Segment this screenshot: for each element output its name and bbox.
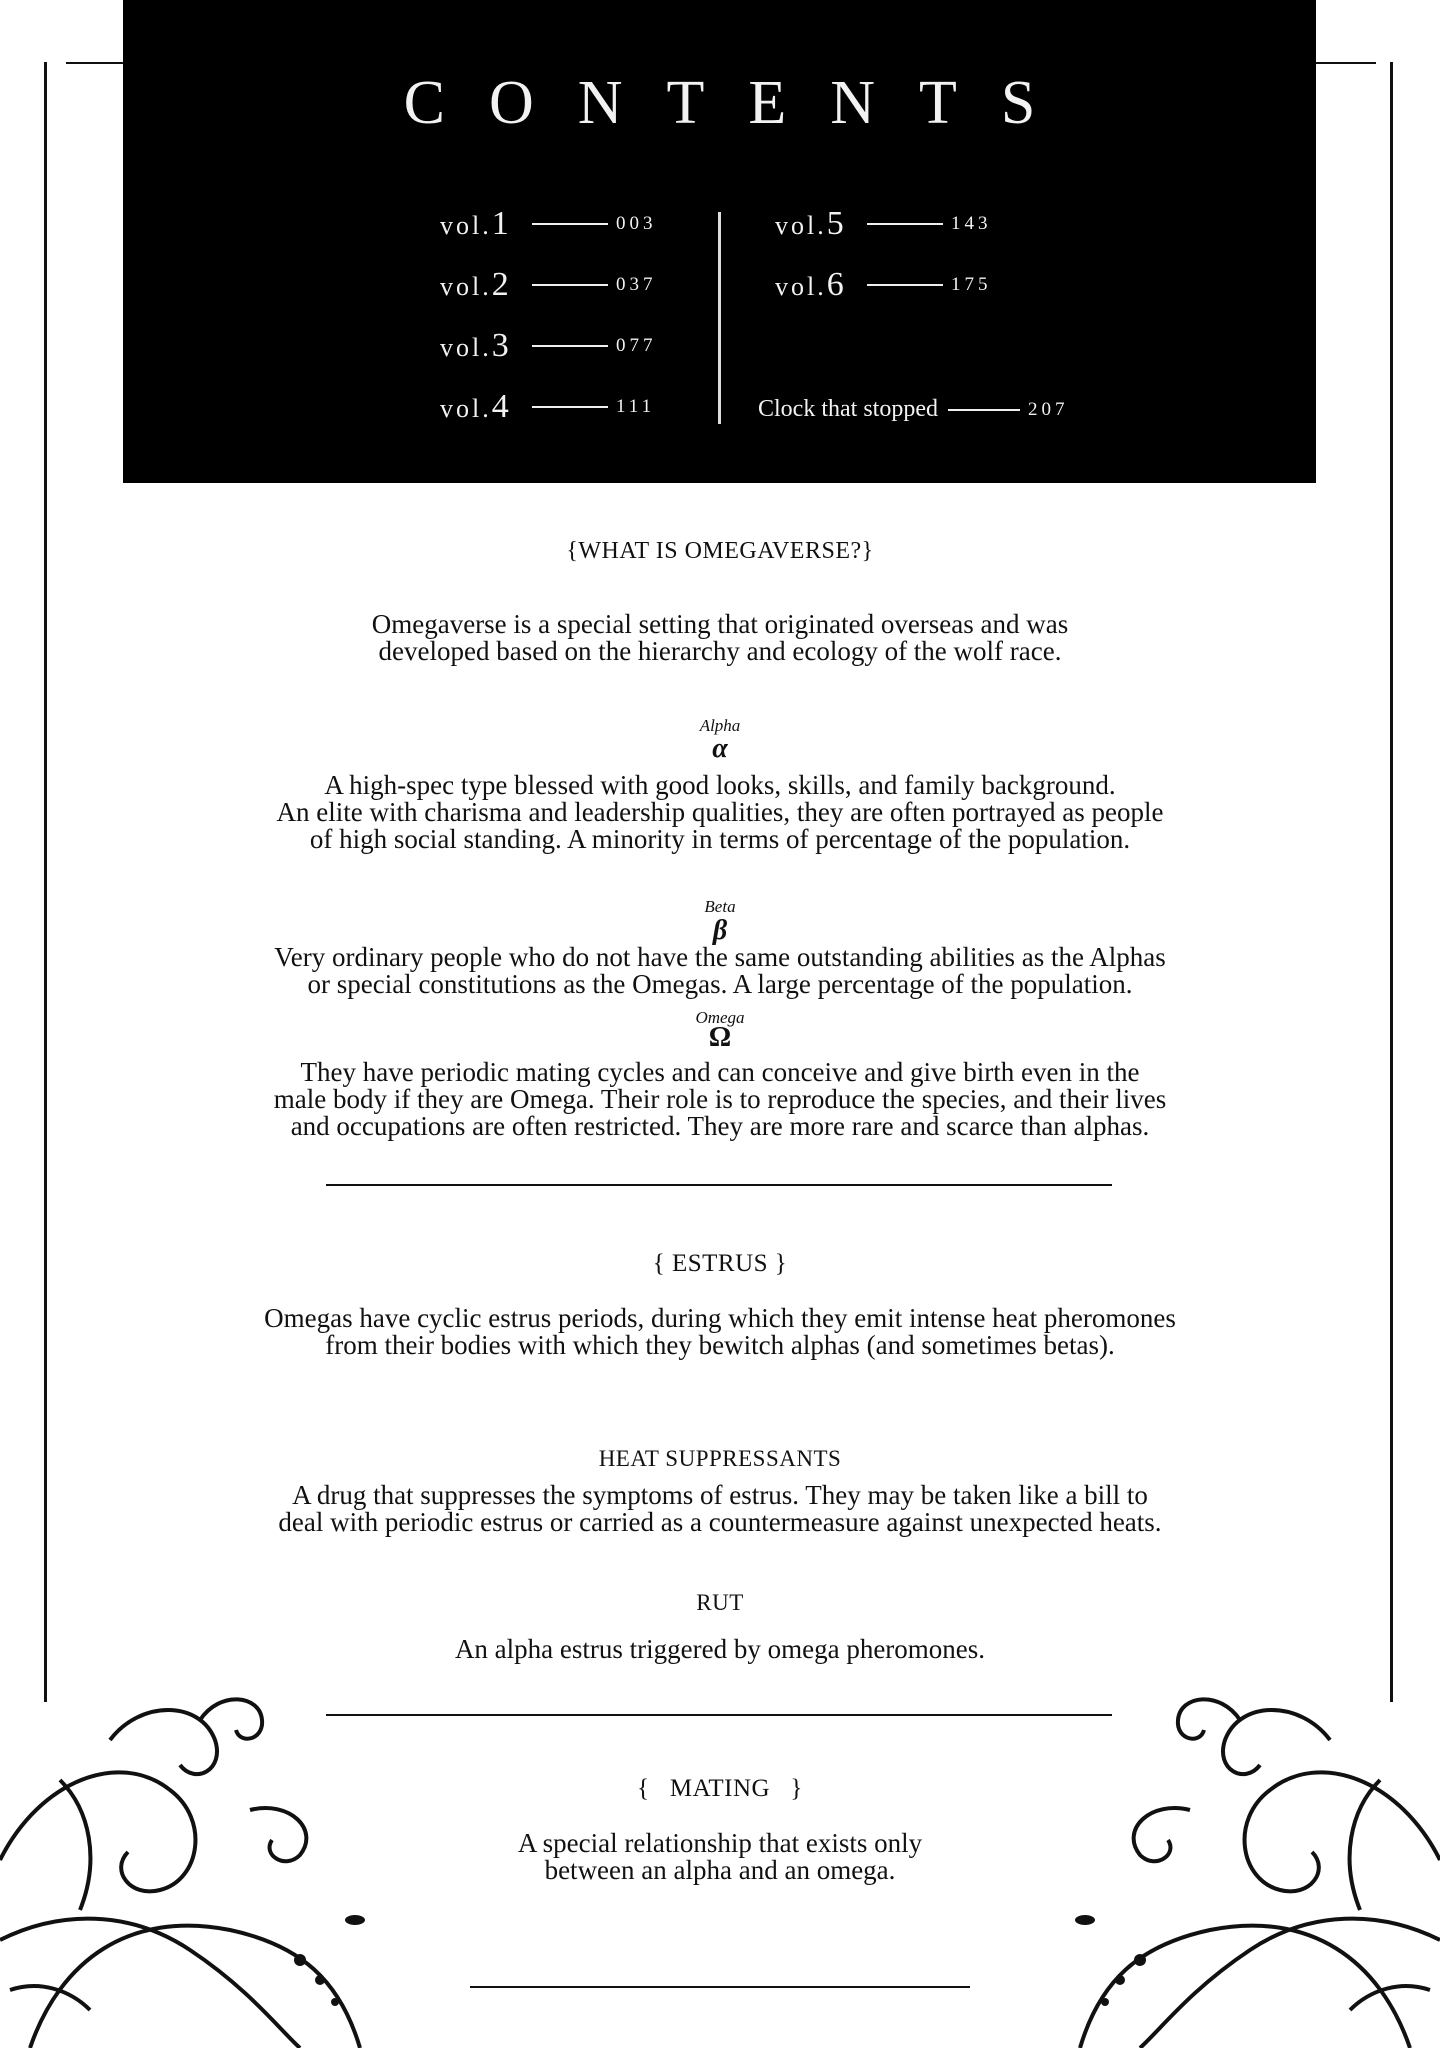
suppressants-line-2: deal with periodic estrus or carried as a countermeasure against unexpected heats. xyxy=(278,1507,1162,1537)
omega-line-3: and occupations are often restricted. They are more rare and scarce than alphas. xyxy=(290,1111,1150,1141)
toc-leader-line xyxy=(532,223,608,225)
section-divider xyxy=(326,1714,1112,1716)
toc-page-number: 207 xyxy=(1027,398,1069,420)
toc-leader-line xyxy=(867,284,943,286)
bottom-divider xyxy=(470,1986,970,1988)
alpha-symbol: α xyxy=(712,733,728,764)
contents-header xyxy=(123,0,1316,483)
toc-leader-line xyxy=(532,406,608,408)
toc-entry-vol4[interactable] xyxy=(440,388,655,426)
toc-entry-vol3[interactable] xyxy=(440,327,657,365)
estrus-heading: { ESTRUS } xyxy=(652,1250,788,1277)
toc-page-number: 111 xyxy=(616,396,656,417)
alpha-line-3: of high social standing. A minority in terms of percentage of the population. xyxy=(309,824,1131,854)
section-divider xyxy=(326,1184,1112,1186)
omega-symbol: Ω xyxy=(708,1022,732,1053)
toc-page-number: 077 xyxy=(616,335,657,356)
toc-vol-label: vol. xyxy=(440,333,492,362)
toc-page-number: 175 xyxy=(951,274,992,295)
rut-line-1: An alpha estrus triggered by omega pheromones. xyxy=(454,1634,986,1664)
toc-entry-vol6[interactable] xyxy=(775,266,992,304)
beta-label: Beta xyxy=(704,897,736,916)
toc-page-number: 003 xyxy=(616,213,657,234)
toc-vol-label: vol. xyxy=(775,211,827,240)
estrus-line-2: from their bodies with which they bewitch alphas (and sometimes betas). xyxy=(325,1330,1115,1360)
toc-divider xyxy=(718,212,721,424)
right-flourish-ornament xyxy=(1020,1660,1440,2048)
toc-vol-label: vol. xyxy=(440,211,492,240)
left-flourish-ornament xyxy=(0,1660,420,2048)
omegaverse-intro-line-2: developed based on the hierarchy and ecology of the wolf race. xyxy=(378,636,1062,666)
toc-vol-number: 3 xyxy=(491,327,512,364)
estrus-line-1: Omegas have cyclic estrus periods, during which they emit intense heat pheromones xyxy=(264,1303,1176,1333)
toc-vol-number: 1 xyxy=(491,205,512,242)
toc-entry-vol1[interactable] xyxy=(440,205,657,243)
mating-line-2: between an alpha and an omega. xyxy=(544,1855,896,1885)
toc-vol-number: 2 xyxy=(491,266,512,303)
contents-title: CONTENTS xyxy=(403,69,1080,137)
omega-line-2: male body if they are Omega. Their role is to reproduce the species, and their lives xyxy=(273,1084,1167,1114)
toc-vol-number: 6 xyxy=(826,266,847,303)
toc-entry-clock-that-stopped[interactable] xyxy=(758,396,1068,423)
suppressants-heading: HEAT SUPPRESSANTS xyxy=(598,1446,842,1471)
toc-entry-vol5[interactable] xyxy=(775,205,992,243)
omegaverse-intro-line-1: Omegaverse is a special setting that originated overseas and was xyxy=(371,609,1069,639)
toc-page-number: 143 xyxy=(951,213,992,234)
omega-line-1: They have periodic mating cycles and can conceive and give birth even in the xyxy=(300,1057,1140,1087)
toc-vol-number: 5 xyxy=(826,205,847,242)
toc-vol-number: 4 xyxy=(491,388,512,425)
toc-leader-line xyxy=(948,409,1020,411)
omega-label: Omega xyxy=(695,1008,745,1027)
alpha-line-1: A high-spec type blessed with good looks, skills, and family background. xyxy=(324,770,1116,800)
frame-top-right-line xyxy=(1316,62,1376,64)
mating-heading: { MATING } xyxy=(637,1775,803,1802)
toc-leader-line xyxy=(532,284,608,286)
toc-entry-vol2[interactable] xyxy=(440,266,657,304)
suppressants-line-1: A drug that suppresses the symptoms of estrus. They may be taken like a bill to xyxy=(292,1480,1148,1510)
toc-leader-line xyxy=(867,223,943,225)
rut-heading: RUT xyxy=(696,1590,744,1615)
frame-top-left-line xyxy=(66,62,126,64)
omegaverse-heading: {WHAT IS OMEGAVERSE?} xyxy=(566,538,874,564)
mating-line-1: A special relationship that exists only xyxy=(517,1828,923,1858)
toc-extra-label: Clock that stopped xyxy=(758,396,938,422)
toc-leader-line xyxy=(532,345,608,347)
toc-vol-label: vol. xyxy=(440,272,492,301)
beta-symbol: β xyxy=(712,915,728,946)
beta-line-2: or special constitutions as the Omegas. A large percentage of the population. xyxy=(307,969,1133,999)
toc-vol-label: vol. xyxy=(775,272,827,301)
alpha-label: Alpha xyxy=(699,716,741,735)
alpha-line-2: An elite with charisma and leadership qualities, they are often portrayed as people xyxy=(276,797,1164,827)
toc-page-number: 037 xyxy=(616,274,657,295)
toc-vol-label: vol. xyxy=(440,394,492,423)
beta-line-1: Very ordinary people who do not have the same outstanding abilities as the Alphas xyxy=(274,942,1166,972)
